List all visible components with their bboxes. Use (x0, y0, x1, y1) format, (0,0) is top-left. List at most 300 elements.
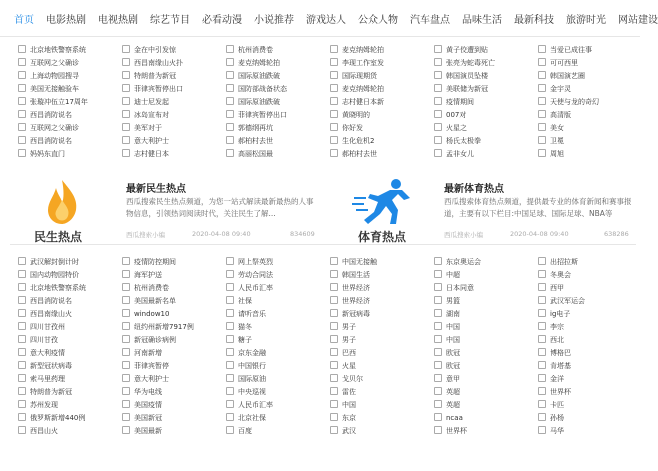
link-text[interactable]: 特朗普为新冠 (30, 388, 72, 396)
link-text[interactable]: 金宇灵 (550, 85, 571, 93)
card-title[interactable]: 最新民生热点 (126, 184, 186, 195)
link-item[interactable] (434, 282, 538, 295)
link-text[interactable]: 中国银行 (238, 362, 266, 370)
link-item[interactable] (122, 321, 226, 334)
link-item[interactable] (18, 57, 122, 70)
link-item[interactable] (226, 256, 330, 269)
link-bullet-icon (18, 400, 26, 408)
link-text[interactable]: 中国 (446, 336, 460, 344)
nav-item[interactable]: 汽车盘点 (410, 14, 450, 26)
link-item[interactable] (226, 425, 330, 438)
nav-item[interactable]: 公众人物 (358, 14, 398, 26)
link-item[interactable] (538, 57, 642, 70)
link-text[interactable]: 人民币汇率 (238, 284, 273, 292)
link-item[interactable] (18, 321, 122, 334)
link-text[interactable]: 张璇冲伍立17周年 (30, 98, 88, 106)
link-item[interactable] (122, 122, 226, 135)
link-item[interactable] (434, 308, 538, 321)
link-text[interactable]: 特朗普为新冠 (134, 72, 176, 80)
link-item[interactable] (226, 148, 330, 161)
link-text[interactable]: 007对 (446, 111, 467, 119)
link-text[interactable]: 世界杯 (550, 388, 571, 396)
link-text[interactable]: 麦克纳姆轮拍 (342, 85, 384, 93)
link-bullet-icon (434, 400, 442, 408)
link-item[interactable] (434, 425, 538, 438)
link-item[interactable] (18, 295, 122, 308)
link-item[interactable] (122, 256, 226, 269)
link-item[interactable] (18, 269, 122, 282)
link-item[interactable] (18, 109, 122, 122)
link-item[interactable] (434, 399, 538, 412)
link-item[interactable] (330, 135, 434, 148)
link-text[interactable]: 疫情防控期间 (134, 258, 176, 266)
link-text[interactable]: 出招拉斯 (550, 258, 578, 266)
link-text[interactable]: 纽约州新增7917例 (134, 323, 194, 331)
link-text[interactable]: 京东金融 (238, 349, 266, 357)
link-item[interactable] (18, 412, 122, 425)
link-item[interactable] (18, 148, 122, 161)
link-text[interactable]: 国际现期货 (342, 72, 377, 80)
link-item[interactable] (330, 44, 434, 57)
link-item[interactable] (226, 122, 330, 135)
link-bullet-icon (434, 45, 442, 53)
link-text[interactable]: 巴西 (342, 349, 356, 357)
link-text[interactable]: 世界杯 (446, 427, 467, 435)
link-text[interactable]: 湖南 (446, 310, 460, 318)
link-item[interactable] (226, 334, 330, 347)
link-bullet-icon (122, 426, 130, 434)
link-text[interactable]: 美女 (550, 124, 564, 132)
link-item[interactable] (330, 412, 434, 425)
link-item[interactable] (122, 360, 226, 373)
link-text[interactable]: 华为电线 (134, 388, 162, 396)
link-item[interactable] (122, 399, 226, 412)
link-item[interactable] (330, 83, 434, 96)
link-item[interactable] (18, 399, 122, 412)
nav-item[interactable]: 品味生活 (462, 14, 502, 26)
link-item[interactable] (18, 256, 122, 269)
link-item[interactable] (434, 83, 538, 96)
link-text[interactable]: 中国无接触 (342, 258, 377, 266)
link-item[interactable] (434, 360, 538, 373)
link-item[interactable] (122, 412, 226, 425)
link-text[interactable]: 美国新冠 (134, 414, 162, 422)
link-text[interactable]: 黄子佼遭到贴 (446, 46, 488, 54)
nav-item[interactable]: 网站建设 (618, 14, 658, 26)
link-text[interactable]: 雷佐 (342, 388, 356, 396)
link-item[interactable] (18, 308, 122, 321)
link-text[interactable]: 世界经济 (342, 284, 370, 292)
link-text[interactable]: 生化危机2 (342, 137, 375, 145)
link-item[interactable] (330, 57, 434, 70)
link-item[interactable] (434, 334, 538, 347)
link-text[interactable]: 西甲 (550, 284, 564, 292)
link-item[interactable] (434, 44, 538, 57)
link-item[interactable] (226, 360, 330, 373)
link-item[interactable] (226, 135, 330, 148)
link-text[interactable]: 武汉军运会 (550, 297, 585, 305)
link-text[interactable]: 韩国演员坠楼 (446, 72, 488, 80)
link-text[interactable]: 火星之 (446, 124, 467, 132)
link-item[interactable] (330, 334, 434, 347)
link-item[interactable] (226, 269, 330, 282)
link-text[interactable]: 糖子 (238, 336, 252, 344)
link-text[interactable]: 东京 (342, 414, 356, 422)
link-item[interactable] (18, 70, 122, 83)
nav-item[interactable]: 最新科技 (514, 14, 554, 26)
link-text[interactable]: 意甲 (446, 375, 460, 383)
link-item[interactable] (226, 347, 330, 360)
link-text[interactable]: 李宗 (550, 323, 564, 331)
link-text[interactable]: 猫冬 (238, 323, 252, 331)
link-text[interactable]: 四川甘孜 (30, 336, 58, 344)
link-text[interactable]: 新冠病毒 (342, 310, 370, 318)
link-item[interactable] (226, 412, 330, 425)
link-item[interactable] (226, 386, 330, 399)
link-text[interactable]: 国际原油 (238, 375, 266, 383)
link-item[interactable] (18, 360, 122, 373)
link-text[interactable]: 卫冕 (550, 137, 564, 145)
link-item[interactable] (434, 122, 538, 135)
link-text[interactable]: 肯塔基 (550, 362, 571, 370)
link-item[interactable] (434, 70, 538, 83)
link-item[interactable] (538, 425, 642, 438)
link-text[interactable]: 郭德纲再坑 (238, 124, 273, 132)
link-text[interactable]: 社保 (238, 297, 252, 305)
link-item[interactable] (18, 122, 122, 135)
link-bullet-icon (330, 110, 338, 118)
link-text[interactable]: 可可西里 (550, 59, 578, 67)
link-text[interactable]: 孟非女儿 (446, 150, 474, 158)
link-item[interactable] (122, 373, 226, 386)
link-text[interactable]: 欧冠 (446, 349, 460, 357)
link-item[interactable] (18, 334, 122, 347)
link-text[interactable]: 李现工作室发 (342, 59, 384, 67)
grid-row (18, 282, 642, 295)
link-item[interactable] (330, 109, 434, 122)
link-item[interactable] (538, 148, 642, 161)
link-text[interactable]: 意大利疫情 (30, 349, 65, 357)
link-text[interactable]: 北京地铁警察系统 (30, 284, 86, 292)
link-item[interactable] (122, 386, 226, 399)
link-item[interactable] (122, 425, 226, 438)
link-item[interactable] (122, 44, 226, 57)
link-item[interactable] (330, 386, 434, 399)
link-item[interactable] (122, 109, 226, 122)
link-item[interactable] (226, 57, 330, 70)
link-text[interactable]: 菲律宾暂停 (134, 362, 169, 370)
link-text[interactable]: 俄罗斯新增440例 (30, 414, 86, 422)
link-item[interactable] (122, 295, 226, 308)
link-text[interactable]: 金洋 (550, 375, 564, 383)
link-item[interactable] (122, 96, 226, 109)
link-item[interactable] (18, 83, 122, 96)
link-text[interactable]: 上海动物园搜寻 (30, 72, 79, 80)
link-text[interactable]: 马华 (550, 427, 564, 435)
link-text[interactable]: 世界经济 (342, 297, 370, 305)
link-text[interactable]: 麦克纳姆轮拍 (342, 46, 384, 54)
link-item[interactable] (434, 347, 538, 360)
link-text[interactable]: 志村健日本新 (342, 98, 384, 106)
link-text[interactable]: 国际原油跌破 (238, 98, 280, 106)
link-text[interactable]: 武汉 (342, 427, 356, 435)
link-text[interactable]: 火星 (342, 362, 356, 370)
link-text[interactable]: 疫情期间 (446, 98, 474, 106)
link-item[interactable] (18, 386, 122, 399)
link-item[interactable] (226, 70, 330, 83)
link-item[interactable] (226, 295, 330, 308)
link-item[interactable] (226, 83, 330, 96)
link-text[interactable]: 新型冠状病毒 (30, 362, 72, 370)
link-text[interactable]: 苏州发现 (30, 401, 58, 409)
link-text[interactable]: 新冠确诊病例 (134, 336, 176, 344)
link-text[interactable]: 高清版 (550, 111, 571, 119)
nav-item[interactable]: 必看动漫 (202, 14, 242, 26)
link-text[interactable]: 美国最新名单 (134, 297, 176, 305)
link-item[interactable] (330, 122, 434, 135)
link-text[interactable]: 志村健日本 (134, 150, 169, 158)
link-text[interactable]: 韩国生活 (342, 271, 370, 279)
link-text[interactable]: 迪士尼发起 (134, 98, 169, 106)
link-text[interactable]: 男篮 (446, 297, 460, 305)
link-item[interactable] (330, 308, 434, 321)
link-item[interactable] (330, 321, 434, 334)
link-item[interactable] (538, 412, 642, 425)
link-item[interactable] (330, 425, 434, 438)
link-text[interactable]: 中国 (342, 401, 356, 409)
link-item[interactable] (122, 282, 226, 295)
link-item[interactable] (18, 373, 122, 386)
link-item[interactable] (434, 96, 538, 109)
link-item[interactable] (226, 373, 330, 386)
link-text[interactable]: 英超 (446, 401, 460, 409)
link-item[interactable] (330, 256, 434, 269)
link-item[interactable] (330, 148, 434, 161)
link-item[interactable] (330, 399, 434, 412)
link-item[interactable] (434, 256, 538, 269)
link-text[interactable]: 意大利护士 (134, 375, 169, 383)
link-text[interactable]: 英超 (446, 388, 460, 396)
link-item[interactable] (538, 135, 642, 148)
link-text[interactable]: 冰岛宣布对 (134, 111, 169, 119)
link-item[interactable] (538, 347, 642, 360)
link-text[interactable]: 杨氏太极拳 (446, 137, 481, 145)
link-item[interactable] (122, 57, 226, 70)
link-text[interactable]: 周旭 (550, 150, 564, 158)
grid-row (18, 135, 642, 148)
link-item[interactable] (330, 269, 434, 282)
link-bullet-icon (330, 257, 338, 265)
link-item[interactable] (226, 96, 330, 109)
link-text[interactable]: 河南新增 (134, 349, 162, 357)
link-text[interactable]: 意大利护士 (134, 137, 169, 145)
link-text[interactable]: 劳动合同法 (238, 271, 273, 279)
link-item[interactable] (538, 360, 642, 373)
link-text[interactable]: 北京社保 (238, 414, 266, 422)
link-item[interactable] (226, 308, 330, 321)
link-item[interactable] (538, 386, 642, 399)
link-text[interactable]: 人民币汇率 (238, 401, 273, 409)
link-text[interactable]: 美国无接触验车 (30, 85, 79, 93)
link-text[interactable]: 张亮为蛇毒死亡 (446, 59, 495, 67)
link-text[interactable]: 男子 (342, 323, 356, 331)
link-text[interactable]: 黄晓明的 (342, 111, 370, 119)
link-item[interactable] (434, 148, 538, 161)
link-text[interactable]: 孙杨 (550, 414, 564, 422)
link-text[interactable]: 天使与龙的奇幻 (550, 98, 599, 106)
nav-item[interactable]: 电影热剧 (46, 14, 86, 26)
link-item[interactable] (330, 373, 434, 386)
link-item[interactable] (330, 295, 434, 308)
link-item[interactable] (330, 96, 434, 109)
link-text[interactable]: 中国 (446, 323, 460, 331)
link-item[interactable] (226, 109, 330, 122)
link-text[interactable]: 西昌消防说名 (30, 137, 72, 145)
link-text[interactable]: 博格巴 (550, 349, 571, 357)
link-item[interactable] (122, 148, 226, 161)
nav-item-home[interactable]: 首页 (14, 14, 34, 26)
link-item[interactable] (18, 425, 122, 438)
link-text[interactable]: 菲律宾暂停出口 (134, 85, 183, 93)
link-text[interactable]: 国防部战备状态 (238, 85, 287, 93)
link-item[interactable] (122, 135, 226, 148)
link-item[interactable] (226, 282, 330, 295)
link-text[interactable]: 国内动物园特价 (30, 271, 79, 279)
link-item[interactable] (538, 109, 642, 122)
link-text[interactable]: 东京奥运会 (446, 258, 481, 266)
nav-item[interactable]: 游戏达人 (306, 14, 346, 26)
link-item[interactable] (538, 321, 642, 334)
link-item[interactable] (538, 122, 642, 135)
link-item[interactable] (18, 347, 122, 360)
link-text[interactable]: ncaa (446, 414, 463, 422)
link-text[interactable]: 美联储为新冠 (446, 85, 488, 93)
link-text[interactable]: 西昌消防说名 (30, 111, 72, 119)
link-text[interactable]: 北京地铁警察系统 (30, 46, 86, 54)
link-text[interactable]: 国际原油跌破 (238, 72, 280, 80)
link-item[interactable] (538, 399, 642, 412)
link-item[interactable] (538, 256, 642, 269)
link-text[interactable]: 你好发 (342, 124, 363, 132)
link-text[interactable]: 冬奥会 (550, 271, 571, 279)
link-text[interactable]: 戈贝尔 (342, 375, 363, 383)
link-item[interactable] (18, 96, 122, 109)
nav-item[interactable]: 旅游时光 (566, 14, 606, 26)
link-text[interactable]: 西昌消防说名 (30, 297, 72, 305)
link-text[interactable]: 郝柏村去世 (238, 137, 273, 145)
link-item[interactable] (18, 282, 122, 295)
link-item[interactable] (434, 269, 538, 282)
link-text[interactable]: 当爱已成往事 (550, 46, 592, 54)
link-item[interactable] (122, 347, 226, 360)
card-title[interactable]: 最新体育热点 (444, 184, 504, 195)
link-text[interactable]: 互联网之父确诊 (30, 124, 79, 132)
link-text[interactable]: 菲律宾暂停出口 (238, 111, 287, 119)
link-text[interactable]: 中央巡视 (238, 388, 266, 396)
link-text[interactable]: 杭州消费卷 (134, 284, 169, 292)
link-item[interactable] (122, 334, 226, 347)
link-text[interactable]: 麦克纳姆轮拍 (238, 59, 280, 67)
link-item[interactable] (330, 70, 434, 83)
link-text[interactable]: 韩国演艺圈 (550, 72, 585, 80)
link-item[interactable] (538, 44, 642, 57)
link-item[interactable] (122, 269, 226, 282)
link-item[interactable] (538, 334, 642, 347)
link-item[interactable] (18, 44, 122, 57)
link-item[interactable] (538, 308, 642, 321)
link-item[interactable] (434, 109, 538, 122)
link-item[interactable] (330, 360, 434, 373)
link-item[interactable] (122, 70, 226, 83)
link-text[interactable]: 金在中引发惊 (134, 46, 176, 54)
link-text[interactable]: 西昌南缘山火 (30, 310, 72, 318)
link-bullet-icon (538, 335, 546, 343)
link-item[interactable] (122, 308, 226, 321)
link-text[interactable]: 中超 (446, 271, 460, 279)
link-text[interactable]: 四川甘孜州 (30, 323, 65, 331)
link-text[interactable]: 日本同意 (446, 284, 474, 292)
link-text[interactable]: 互联网之父确诊 (30, 59, 79, 67)
link-item[interactable] (538, 96, 642, 109)
link-text[interactable]: 杭州消费卷 (238, 46, 273, 54)
link-item[interactable] (226, 399, 330, 412)
link-text[interactable]: 网上祭英烈 (238, 258, 273, 266)
nav-item[interactable]: 电视热剧 (98, 14, 138, 26)
link-item[interactable] (226, 321, 330, 334)
nav-item[interactable]: 综艺节目 (150, 14, 190, 26)
link-text[interactable]: 百度 (238, 427, 252, 435)
link-item[interactable] (434, 295, 538, 308)
link-item[interactable] (434, 57, 538, 70)
link-item[interactable] (538, 269, 642, 282)
link-item[interactable] (226, 44, 330, 57)
link-text[interactable]: 请听音乐 (238, 310, 266, 318)
link-text[interactable]: 美军对于 (134, 124, 162, 132)
link-item[interactable] (434, 412, 538, 425)
link-text[interactable]: 高丽松国最 (238, 150, 273, 158)
link-item[interactable] (122, 83, 226, 96)
link-item[interactable] (538, 70, 642, 83)
link-text[interactable]: 西北 (550, 336, 564, 344)
link-item[interactable] (330, 282, 434, 295)
link-text[interactable]: 海军护送 (134, 271, 162, 279)
link-text[interactable]: 西昌南缘山火扑 (134, 59, 183, 67)
link-item[interactable] (18, 135, 122, 148)
nav-item[interactable]: 小说推荐 (254, 14, 294, 26)
link-item[interactable] (434, 373, 538, 386)
link-text[interactable]: 妈妈东直门 (30, 150, 65, 158)
link-item[interactable] (538, 83, 642, 96)
link-text[interactable]: 西昌山火 (30, 427, 58, 435)
link-text[interactable]: 郝柏村去世 (342, 150, 377, 158)
link-item[interactable] (538, 295, 642, 308)
link-text[interactable]: 卡匹 (550, 401, 564, 409)
link-item[interactable] (434, 135, 538, 148)
link-text[interactable]: 美国疫情 (134, 401, 162, 409)
link-item[interactable] (330, 347, 434, 360)
link-text[interactable]: 欧冠 (446, 362, 460, 370)
link-text[interactable]: 美国最新 (134, 427, 162, 435)
link-text[interactable]: window10 (134, 310, 170, 318)
link-text[interactable]: ig电子 (550, 310, 571, 318)
link-text[interactable]: 男子 (342, 336, 356, 344)
link-item[interactable] (538, 373, 642, 386)
link-text[interactable]: 索马里药理 (30, 375, 65, 383)
link-text[interactable]: 武汉解封倒计时 (30, 258, 79, 266)
link-item[interactable] (538, 282, 642, 295)
link-item[interactable] (434, 386, 538, 399)
link-item[interactable] (434, 321, 538, 334)
